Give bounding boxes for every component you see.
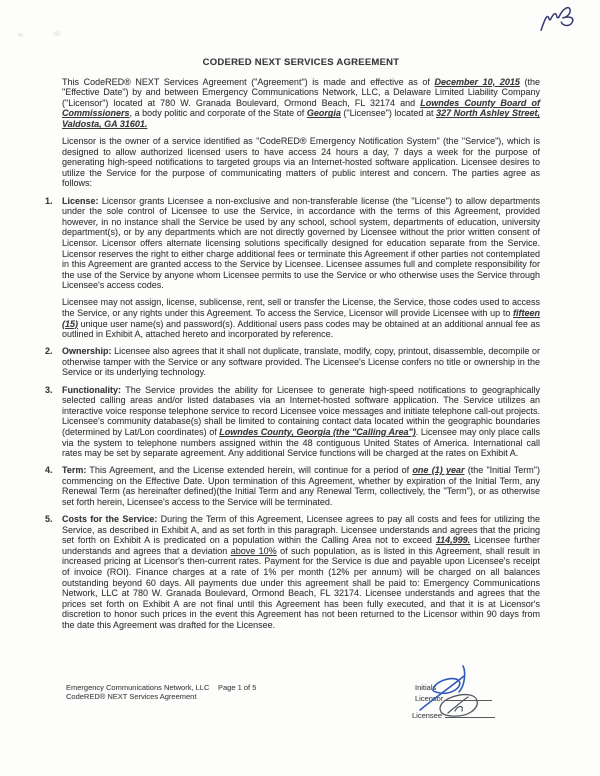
intro-paragraph-2: Licensor is the owner of a service identified as "CodeRED® Emergency Notification System" (the "Service"), which is designed to allow authorized licensed users to have access 24 hours a day, 7 days a week for the purpose of generating high-speed notifications to targeted groups via an Internet-hosted software application. Licensee desires to utilize the Service for the purpose of communicating matters of public interest and concern. The parties agree as follows: <box>62 136 540 189</box>
licensee-initials-row <box>412 710 495 720</box>
monogram-stroke-b <box>558 7 573 26</box>
footer-company-block <box>66 683 209 701</box>
section-paragraph: Term: This Agreement, and the License extended herein, will continue for a period of one (1) year (the "Initial Term") commencing on the Effective Date. Upon termination of this Agreement, whether by expiration of the Initial Term, any Renewal Term (as hereinafter defined)(the Initial Term and any Renewal Term, collectively, the "Term"), or as otherwise set forth herein, Licensee's access to the Service will be terminated. <box>62 465 540 507</box>
section-paragraph: Ownership: Licensee also agrees that it shall not duplicate, translate, modify, copy, printout, disassemble, decompile or otherwise tamper with the Service or any software provided. The Licensee's License confers no title or ownership in the Service or its underlying technology. <box>62 346 540 378</box>
section-1-license <box>45 195 540 340</box>
scan-artifact-speck <box>18 33 23 37</box>
section-paragraph: Licensee may not assign, license, sublicense, rent, sell or transfer the License, the Service, those codes used to access the Service, or any rights under this Agreement. To access the Service, Licensor will provide Licensee with up to fifteen (15) unique user name(s) and password(s). Additional users pass codes may be obtained at an additional annual fee as outlined in Exhibit A, attached hereto and incorporated by reference. <box>62 297 540 340</box>
section-number: 2. <box>45 346 53 357</box>
monogram-stroke-m <box>539 13 559 30</box>
footer-company-name: Emergency Communications Network, LLC <box>66 683 210 692</box>
section-paragraph: Costs for the Service: During the Term of this Agreement, Licensee agrees to pay all costs and fees for utilizing the Service, as described in Exhibit A, and as set forth in this paragraph. Licensee understands and agrees that the pricing set forth on Exhibit A is predicated on a population within the Calling Area not to exceed 114,999. Licensee further understands and agrees that a deviation above 10% of such population, as is listed in this Agreement, shall result in increased pricing at Licensor's then-current rates. Payment for the Service is due and payable upon Licensee's receipt of invoice (ROI). Finance charges at a rate of 1% per month (12% per annum) will be charged on all balances outstanding beyond 60 days. All payments due under this agreement shall be paid to: Emergency Communications Network, LLC at 780 W. Granada Boulevard, Ormond Beach, FL 32174. Licensee understands and agrees that the prices set forth on Exhibit A are not final until this Agreement has been fully executed, and that it is at Licensor's discretion to honor such prices in the event this Agreement has not been returned to the Licensor within 90 days from the date this Agreement was drafted for the Licensee. <box>62 514 540 630</box>
section-number: 1. <box>45 195 53 206</box>
page-title: CODERED NEXT SERVICES AGREEMENT <box>202 57 400 68</box>
section-3-functionality <box>45 384 541 459</box>
document-body <box>45 57 541 631</box>
intro-paragraph-1: This CodeRED® NEXT Services Agreement ("Agreement") is made and effective as of December 10, 2015 (the "Effective Date") by and between Emergency Communications Network, LLC, a Delaware Limited Liability Company ("Licensor") located at 780 W. Granada Boulevard, Ormond Beach, FL 32174 and Lowndes County Board of Commissioners, a body politic and corporate of the State of Georgia ("Licensee") located at 327 North Ashley Street, Valdosta, GA 31601. <box>62 76 541 129</box>
footer-page-number: Page 1 of 5 <box>218 683 257 692</box>
section-2-ownership <box>45 346 540 378</box>
section-paragraph: Functionality: The Service provides the ability for Licensee to generate high-speed notifications to geographically selected calling areas and/or listed databases via an Internet-hosted software application. The Service utilizes an interactive voice response telephone service to record Licensee voice messages and initiate telephone call-out projects. Licensee's community database(s) shall be limited to containing contact data located within the geographic boundaries (determined by Lat/Lon coordinates) of Lowndes County, Georgia (the "Calling Area"). Licensee may only place calls via the system to telephone numbers assigned within the 48 contiguous United States of America. International call rates may be set by separate agreement. Any additional Service functions will be charged at the rates on Exhibit A. <box>62 384 541 459</box>
section-number: 3. <box>45 384 53 395</box>
licensor-label: Licensor <box>415 694 444 703</box>
page-footer <box>0 681 600 741</box>
section-4-term <box>45 465 540 507</box>
licensee-label: Licensee <box>412 711 443 720</box>
licensor-initials-line <box>446 693 492 701</box>
licensor-initials-row <box>415 693 492 703</box>
scan-artifact-speck <box>53 31 61 36</box>
initials-label: Initials <box>415 683 437 692</box>
handwritten-monogram-icon <box>537 3 588 36</box>
licensee-initials-line <box>445 710 495 718</box>
section-5-costs <box>45 514 540 631</box>
section-paragraph: License: Licensor grants Licensee a non-exclusive and non-transferable license (the "License") to allow departments under the sole control of Licensee to use the Service, in accordance with the terms of this Agreement, provided however, in no instance shall the Service be used by any school, school system, departments of education, university department(s), or by any departments which are not directly governed by Licensee without the prior written consent of Licensor. Licensor offers alternate licensing solutions specifically designed for education separate from the Service. Licensor reserves the right to either charge additional fees or terminate this Agreement if other parties not contemplated in this Agreement are granted access to the Service by Licensee. Licensee assumes full and complete responsibility for the use of the Service by anyone whom Licensee permits to use the Service or who otherwise uses the Service through Licensee's access codes. <box>62 195 540 291</box>
section-number: 4. <box>45 465 53 476</box>
footer-document-name: CodeRED® NEXT Services Agreement <box>66 692 197 701</box>
section-number: 5. <box>45 514 53 525</box>
